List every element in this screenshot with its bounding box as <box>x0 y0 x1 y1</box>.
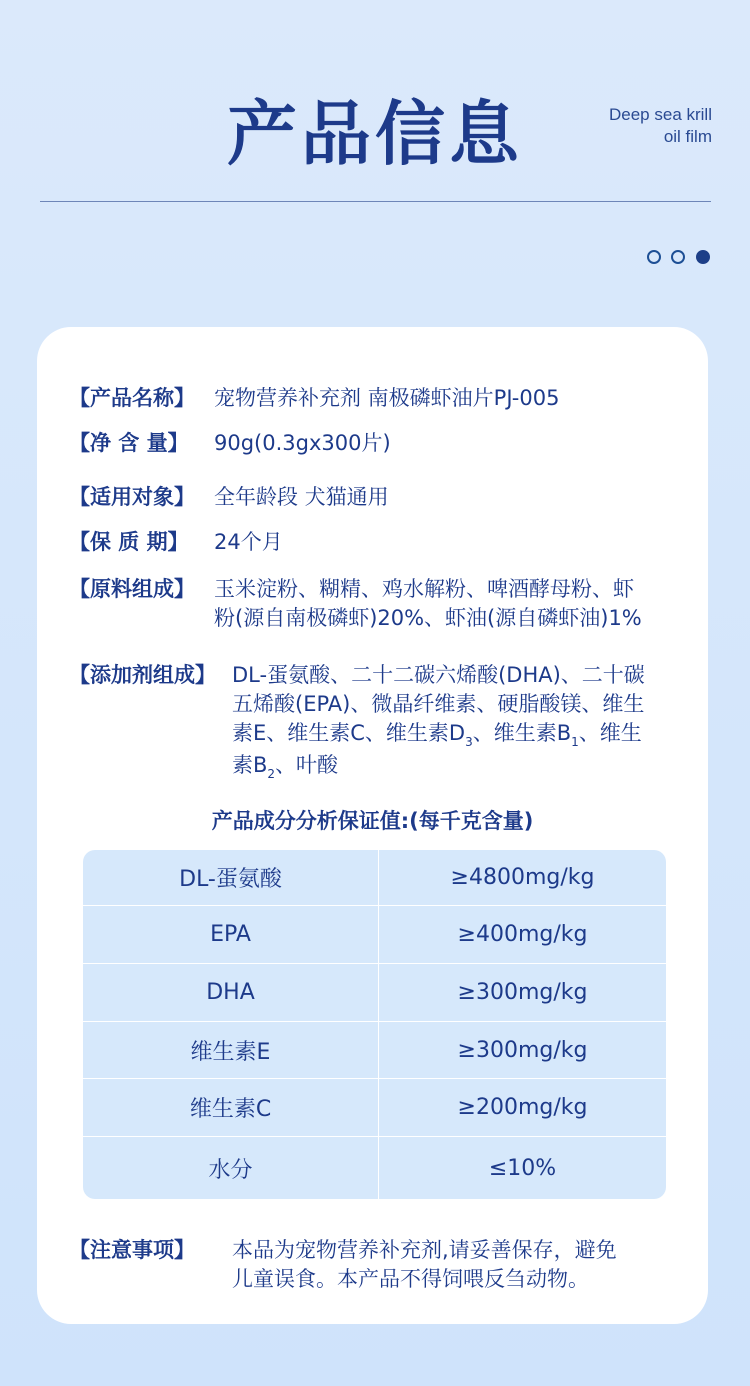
table-row <box>83 905 666 963</box>
product-name-row <box>69 384 698 413</box>
target-label: 【适用对象】 <box>69 485 195 509</box>
target-row <box>69 483 698 512</box>
page-subtitle <box>609 104 712 148</box>
subtitle-line-1: Deep sea krill <box>609 105 712 124</box>
net-content-value: 90g(0.3gx300片) <box>214 431 391 455</box>
ingredients-line-2: 粉(源自南极磷虾)20%、虾油(源自磷虾油)1% <box>214 606 642 630</box>
notice-value <box>232 1236 698 1294</box>
table-cell-name: 维生素E <box>83 1022 379 1078</box>
additives-line-4-part-b: 、叶酸 <box>275 753 339 777</box>
notice-label: 【注意事项】 <box>69 1238 195 1262</box>
analysis-table <box>83 850 666 1199</box>
product-name-label: 【产品名称】 <box>69 386 195 410</box>
pager-dot-3-active[interactable] <box>696 250 710 264</box>
additives-line-3-part-b: 、维生素B <box>472 721 572 745</box>
shelf-life-label: 【保 质 期】 <box>69 530 189 554</box>
pager-dot-2[interactable] <box>671 250 685 264</box>
subscript-2: 2 <box>267 767 276 781</box>
additives-line-2: 五烯酸(EPA)、微晶纤维素、硬脂酸镁、维生 <box>232 692 645 716</box>
notice-row <box>69 1236 698 1296</box>
additives-label: 【添加剂组成】 <box>69 663 216 687</box>
table-cell-name: DHA <box>83 964 379 1021</box>
subscript-3: 3 <box>465 735 473 749</box>
notice-line-1: 本品为宠物营养补充剂,请妥善保存，避免 <box>232 1238 617 1262</box>
info-card <box>37 327 708 1324</box>
net-content-label: 【净 含 量】 <box>69 431 189 455</box>
table-cell-name: 维生素C <box>83 1079 379 1136</box>
table-row <box>83 1136 666 1199</box>
additives-line-3-part-c: 、维生 <box>578 721 642 745</box>
additives-line-4 <box>232 751 702 783</box>
table-row <box>83 1078 666 1136</box>
net-content-row <box>69 429 698 458</box>
additives-line-4-part-a: 素B <box>232 753 268 777</box>
additives-value <box>232 661 702 783</box>
pager-dot-1[interactable] <box>647 250 661 264</box>
table-cell-name: DL-蛋氨酸 <box>83 850 379 905</box>
analysis-title: 产品成分分析保证值:(每千克含量) <box>211 809 534 833</box>
header-divider <box>40 201 711 202</box>
table-row <box>83 1021 666 1078</box>
shelf-life-row <box>69 528 698 557</box>
table-row <box>83 850 666 905</box>
additives-line-3 <box>232 719 702 751</box>
table-cell-value: ≥400mg/kg <box>457 922 588 947</box>
table-cell-name: EPA <box>83 906 379 963</box>
table-cell-value: ≥300mg/kg <box>457 980 588 1005</box>
ingredients-line-1: 玉米淀粉、糊精、鸡水解粉、啤酒酵母粉、虾 <box>214 577 634 601</box>
subscript-1: 1 <box>571 735 579 749</box>
ingredients-value <box>214 575 698 633</box>
shelf-life-value: 24个月 <box>214 530 283 554</box>
additives-line-1: DL-蛋氨酸、二十二碳六烯酸(DHA)、二十碳 <box>232 663 645 687</box>
table-cell-value: ≥300mg/kg <box>457 1037 588 1063</box>
product-name-value: 宠物营养补充剂 南极磷虾油片PJ-005 <box>214 386 560 410</box>
table-row <box>83 963 666 1021</box>
notice-line-2: 儿童误食。本产品不得饲喂反刍动物。 <box>232 1267 589 1291</box>
table-cell-value: ≥4800mg/kg <box>450 865 595 890</box>
subtitle-line-2: oil film <box>663 127 712 146</box>
ingredients-label: 【原料组成】 <box>69 577 195 601</box>
table-cell-value: ≥200mg/kg <box>457 1095 588 1120</box>
table-cell-name: 水分 <box>83 1137 379 1199</box>
table-cell-value: ≤10% <box>488 1156 557 1181</box>
page-title: 产品信息 <box>227 93 523 175</box>
additives-row <box>69 661 698 779</box>
ingredients-row <box>69 575 698 635</box>
target-value: 全年龄段 犬猫通用 <box>214 485 389 509</box>
additives-line-3-part-a: 素E、维生素C、维生素D <box>232 721 466 745</box>
